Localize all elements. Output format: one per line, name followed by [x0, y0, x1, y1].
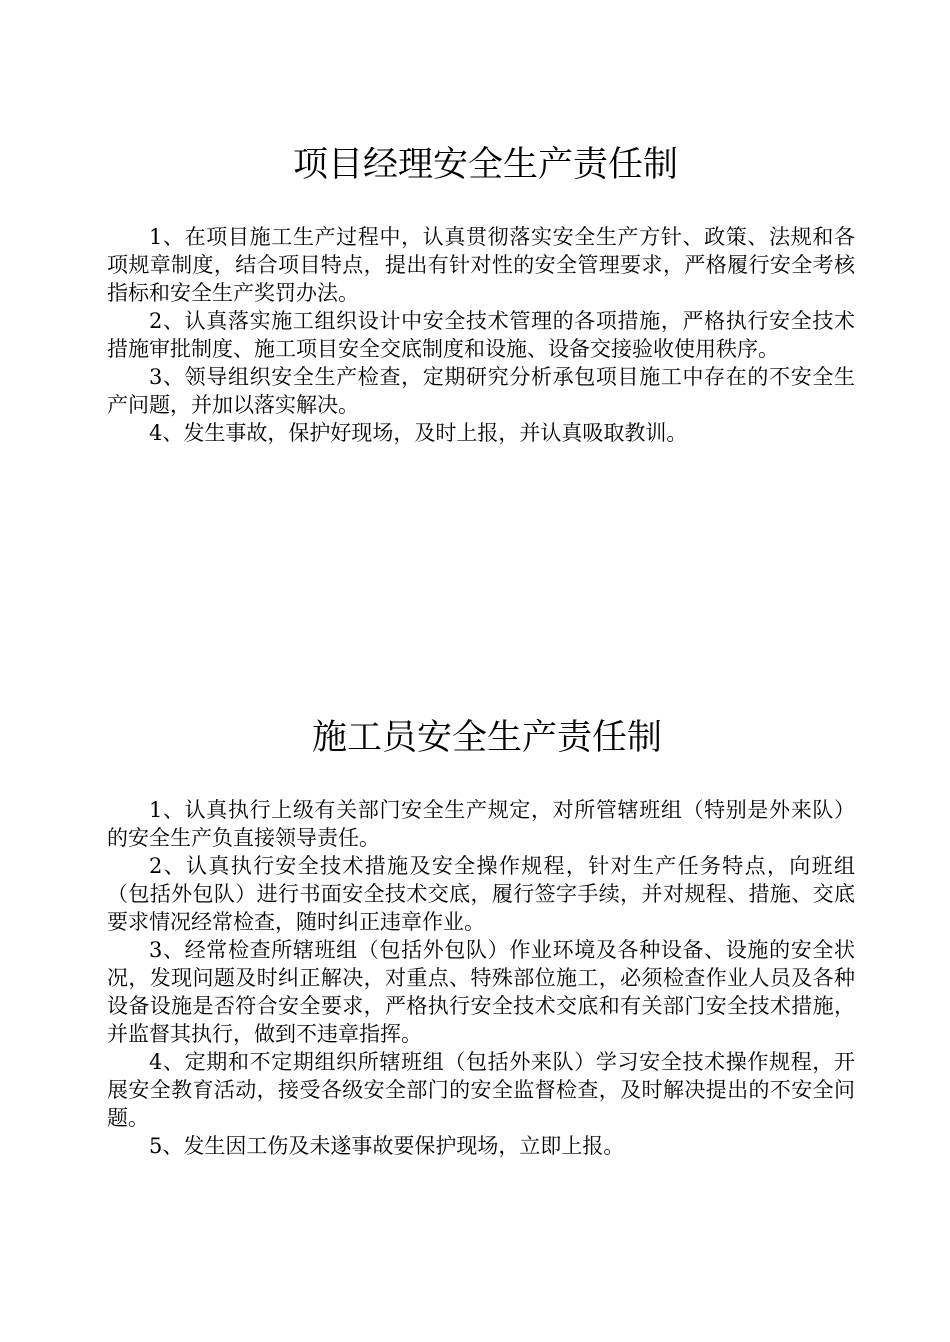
section-title: 项目经理安全生产责任制 — [293, 145, 679, 185]
paragraph-list — [107, 796, 855, 1160]
paragraph: 3、领导组织安全生产检查，定期研究分析承包项目施工中存在的不安全生产问题，并加以落实解决。 — [107, 365, 855, 417]
paragraph: 1、认真执行上级有关部门安全生产规定，对所管辖班组（特别是外来队）的安全生产负直接领导责任。 — [107, 798, 855, 850]
paragraph: 4、发生事故，保护好现场，及时上报，并认真吸取教训。 — [149, 421, 688, 445]
paragraph: 4、定期和不定期组织所辖班组（包括外来队）学习安全技术操作规程，开展安全教育活动，接受各级安全部门的安全监督检查，及时解决提出的不安全问题。 — [107, 1050, 855, 1130]
section-construction-worker — [107, 716, 855, 1160]
paragraph-list — [107, 223, 855, 447]
section-title: 施工员安全生产责任制 — [312, 718, 663, 758]
paragraph: 3、经常检查所辖班组（包括外包队）作业环境及各种设备、设施的安全状况，发现问题及时纠正解决，对重点、特殊部位施工，必须检查作业人员及各种设备设施是否符合安全要求，严格执行安全技术交底和有关部门安全技术措施，并监督其执行，做到不违章指挥。 — [107, 938, 855, 1046]
section-project-manager — [107, 143, 855, 447]
paragraph: 5、发生因工伤及未遂事故要保护现场，立即上报。 — [149, 1134, 625, 1158]
paragraph: 2、认真落实施工组织设计中安全技术管理的各项措施，严格执行安全技术措施审批制度、施工项目安全交底制度和设施、设备交接验收使用秩序。 — [107, 309, 855, 361]
paragraph: 2、认真执行安全技术措施及安全操作规程，针对生产任务特点，向班组（包括外包队）进行书面安全技术交底，履行签字手续，并对规程、措施、交底要求情况经常检查，随时纠正违章作业。 — [107, 854, 855, 934]
paragraph: 1、在项目施工生产过程中，认真贯彻落实安全生产方针、政策、法规和各项规章制度，结合项目特点，提出有针对性的安全管理要求，严格履行安全考核指标和安全生产奖罚办法。 — [107, 225, 855, 305]
